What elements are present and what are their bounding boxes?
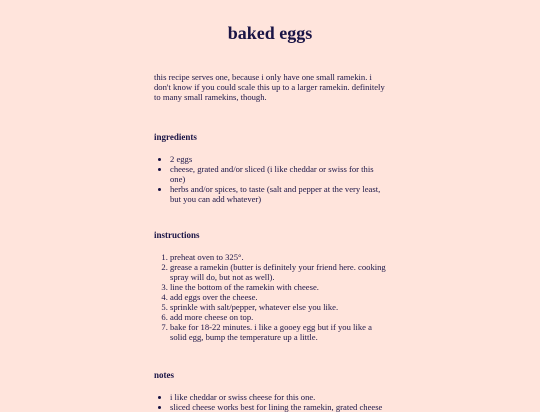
notes-section — [154, 370, 386, 412]
instruction-step: 2. grease a ramekin (butter is definitely your friend here. cooking spray will do, but not as well). — [170, 262, 386, 282]
ingredient-item: • herbs and/or spices, to taste (salt and pepper at the very least, but you can add whatever) — [170, 184, 386, 204]
instructions-list — [154, 252, 386, 342]
ingredients-list — [154, 154, 386, 204]
page-title: baked eggs — [227, 23, 313, 43]
instruction-step: 3. line the bottom of the ramekin with cheese. — [170, 282, 386, 292]
instruction-step: 1. preheat oven to 325°. — [170, 252, 386, 262]
ingredients-section — [154, 132, 386, 204]
instruction-step: 4. add eggs over the cheese. — [170, 292, 386, 302]
ingredients-heading: ingredients — [154, 132, 197, 142]
intro-paragraph: this recipe serves one, because i only have one small ramekin. i don't know if you could scale this up to a larger ramekin. definitely to many small ramekins, though. — [154, 72, 385, 102]
note-item: • sliced cheese works best for lining the ramekin, grated cheese — [170, 402, 386, 412]
recipe-content — [154, 72, 386, 412]
instruction-step: 5. sprinkle with salt/pepper, whatever else you like. — [170, 302, 386, 312]
instructions-heading: instructions — [154, 230, 200, 240]
ingredient-item: • 2 eggs — [170, 154, 386, 164]
instruction-step: 6. add more cheese on top. — [170, 312, 386, 322]
instructions-section — [154, 230, 386, 342]
instruction-step: 7. bake for 18-22 minutes. i like a gooey egg but if you like a solid egg, bump the temperature up a little. — [170, 322, 386, 342]
ingredient-item: • cheese, grated and/or sliced (i like cheddar or swiss for this one) — [170, 164, 386, 184]
notes-heading: notes — [154, 370, 174, 380]
notes-list — [154, 392, 386, 412]
note-item: • i like cheddar or swiss cheese for this one. — [170, 392, 386, 402]
